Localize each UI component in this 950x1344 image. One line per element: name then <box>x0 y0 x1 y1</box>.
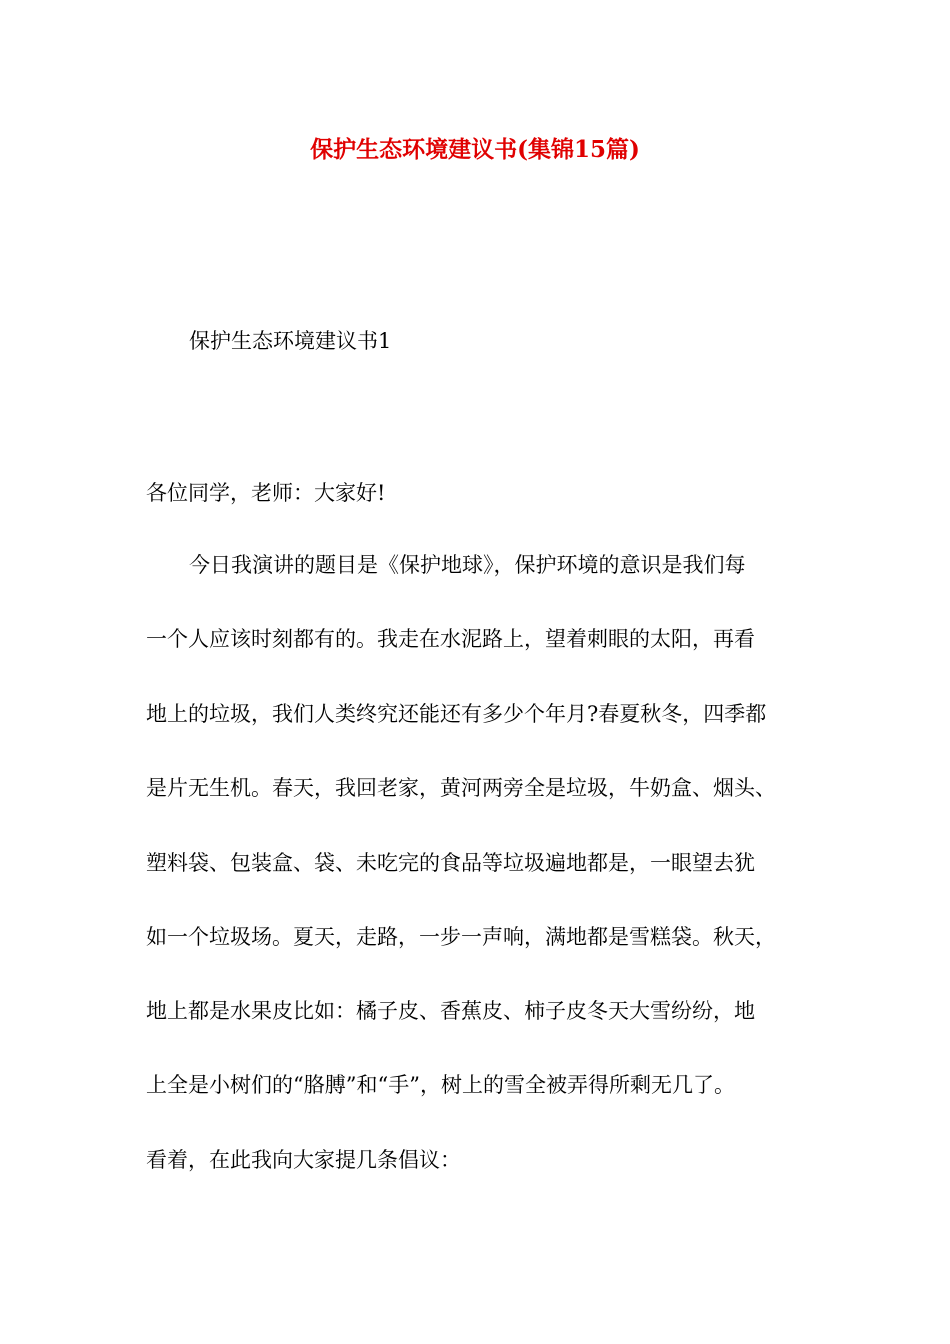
paragraph-line: 地上都是水果皮比如：橘子皮、香蕉皮、柿子皮冬天大雪纷纷，地 <box>146 999 755 1023</box>
paragraph-line: 如一个垃圾场。夏天，走路，一步一声响，满地都是雪糕袋。秋天， <box>146 925 776 949</box>
paragraph-line: 是片无生机。春天，我回老家，黄河两旁全是垃圾，牛奶盒、烟头、 <box>146 776 776 800</box>
paragraph-line: 地上的垃圾，我们人类终究还能还有多少个年月?春夏秋冬，四季都 <box>146 702 767 726</box>
paragraph-line: 今日我演讲的题目是《保护地球》，保护环境的意识是我们每 <box>189 553 746 577</box>
paragraph-line: 一个人应该时刻都有的。我走在水泥路上，望着刺眼的太阳，再看 <box>146 627 755 651</box>
paragraph-line: 上全是小树们的“胳膊”和“手”，树上的雪全被弄得所剩无几了。 <box>146 1073 735 1097</box>
greeting-line: 各位同学，老师：大家好! <box>146 481 386 505</box>
document-title: 保护生态环境建议书(集锦15篇) <box>310 136 640 163</box>
paragraph-line: 塑料袋、包装盒、袋、未吃完的食品等垃圾遍地都是，一眼望去犹 <box>146 851 755 875</box>
paragraph-line: 看着，在此我向大家提几条倡议： <box>146 1148 461 1172</box>
section-heading: 保护生态环境建议书1 <box>189 329 392 353</box>
